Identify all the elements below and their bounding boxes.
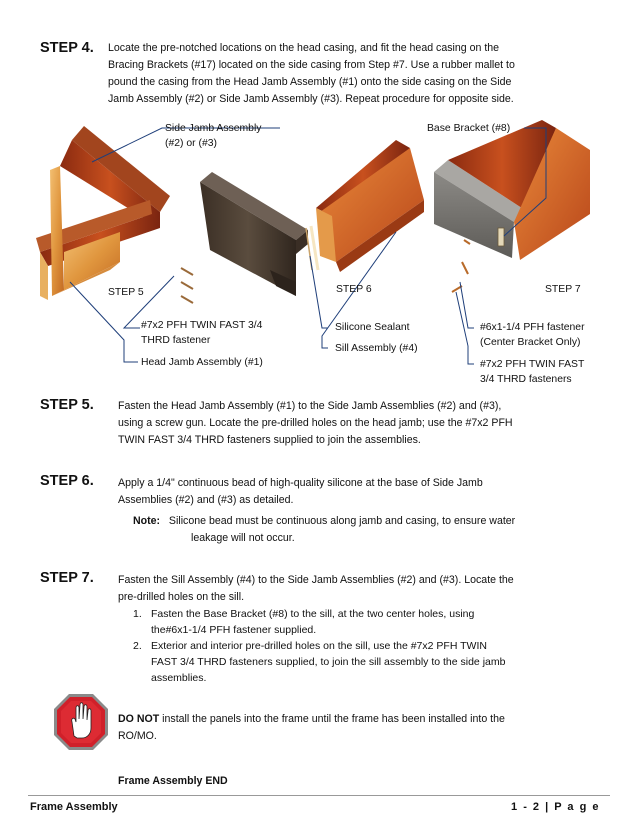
list-number: 2. [133, 640, 142, 652]
list-line: Fasten the Base Bracket (#8) to the sill, at the two center holes, using [151, 608, 475, 620]
step5-corner-casing [36, 126, 170, 300]
label-silicone: Silicone Sealant [335, 322, 410, 333]
step7-line: pre-drilled holes on the sill. [118, 591, 245, 603]
label-6x1 [480, 320, 585, 350]
footer-page-number: 1 - 2 | P a g e [511, 801, 600, 813]
step4-line: Locate the pre-notched locations on the head casing, and fit the head casing on the [108, 42, 500, 54]
step6-text [118, 475, 608, 509]
footer-divider [28, 795, 610, 796]
step7-screws [452, 240, 470, 292]
label-pfh-twin [141, 318, 262, 348]
note-line: leakage will not occur. [191, 532, 295, 544]
step4-line: Bracing Brackets (#17) located on the side casing from Step #7. Use a rubber mallet to [108, 59, 515, 71]
note-label: Note: [133, 515, 161, 527]
step6-line: Apply a 1/4" continuous bead of high-quality silicone at the base of Side Jamb [118, 477, 483, 489]
list-line: assemblies. [151, 672, 207, 684]
step6-jamb-piece [306, 140, 424, 272]
list-item [133, 606, 603, 638]
note-line: Silicone bead must be continuous along jamb and casing, to ensure water [168, 515, 516, 527]
label-pfh-twin-line1: #7x2 PFH TWIN FAST 3/4 [141, 320, 263, 331]
step4-heading: STEP 4. [40, 40, 94, 56]
step4-line: pound the casing from the Head Jamb Assembly (#1) onto the side casing on the Side [108, 76, 512, 88]
step5-heading: STEP 5. [40, 397, 94, 413]
label-side-jamb-line2: (#2) or (#3) [165, 138, 217, 149]
step6-note [133, 513, 603, 547]
step5-screws [181, 268, 193, 303]
warning-line2: RO/MO. [118, 730, 157, 742]
label-head-jamb: Head Jamb Assembly (#1) [141, 357, 263, 368]
end-text: Frame Assembly END [118, 775, 228, 787]
label-step6: STEP 6 [336, 284, 372, 295]
label-6x1-line2: (Center Bracket Only) [480, 337, 581, 348]
list-number: 1. [133, 608, 142, 620]
label-base-bracket: Base Bracket (#8) [427, 123, 511, 134]
step7-text [118, 572, 608, 606]
warning-text [118, 711, 608, 745]
label-7x2-line2: 3/4 THRD fasteners [480, 374, 572, 385]
warning-rest: install the panels into the frame until the frame has been installed into the [159, 713, 505, 725]
label-pfh-twin-line2: THRD fastener [141, 335, 211, 346]
label-7x2-line1: #7x2 PFH TWIN FAST [480, 359, 585, 370]
step5-line: using a screw gun. Locate the pre-drilled holes on the head jamb; use the #7x2 PFH [118, 417, 513, 429]
label-sill: Sill Assembly (#4) [335, 343, 418, 354]
step4-line: Jamb Assembly (#2) or Side Jamb Assembly (#3). Repeat procedure for opposite side. [108, 93, 514, 105]
list-line: the#6x1-1/4 PFH fastener supplied. [151, 624, 317, 636]
label-6x1-line1: #6x1-1/4 PFH fastener [480, 322, 585, 333]
list-line: FAST 3/4 THRD fasteners supplied, to join the sill assembly to the side jamb [151, 656, 506, 668]
step5-line: Fasten the Head Jamb Assembly (#1) to the Side Jamb Assemblies (#2) and (#3), [118, 400, 502, 412]
label-step5: STEP 5 [108, 287, 144, 298]
footer-left: Frame Assembly [30, 801, 118, 813]
step7-sill-piece [434, 120, 590, 260]
step7-line: Fasten the Sill Assembly (#4) to the Side Jamb Assemblies (#2) and (#3). Locate the [118, 574, 514, 586]
step7-heading: STEP 7. [40, 570, 94, 586]
label-side-jamb-line1: Side Jamb Assembly [165, 123, 262, 134]
stop-hand-icon [52, 692, 110, 752]
label-side-jamb [165, 121, 261, 151]
step7-list [133, 606, 603, 686]
step5-text [118, 398, 608, 449]
step6-heading: STEP 6. [40, 473, 94, 489]
step6-line: Assemblies (#2) and (#3) as detailed. [118, 494, 294, 506]
label-step7: STEP 7 [545, 284, 581, 295]
list-item [133, 638, 603, 686]
label-7x2 [480, 357, 584, 387]
warning-bold: DO NOT [118, 713, 160, 725]
list-line: Exterior and interior pre-drilled holes on the sill, use the #7x2 PFH TWIN [151, 640, 487, 652]
step5-line: TWIN FAST 3/4 THRD fasteners supplied to join the assemblies. [118, 434, 421, 446]
head-jamb-piece [200, 172, 308, 296]
